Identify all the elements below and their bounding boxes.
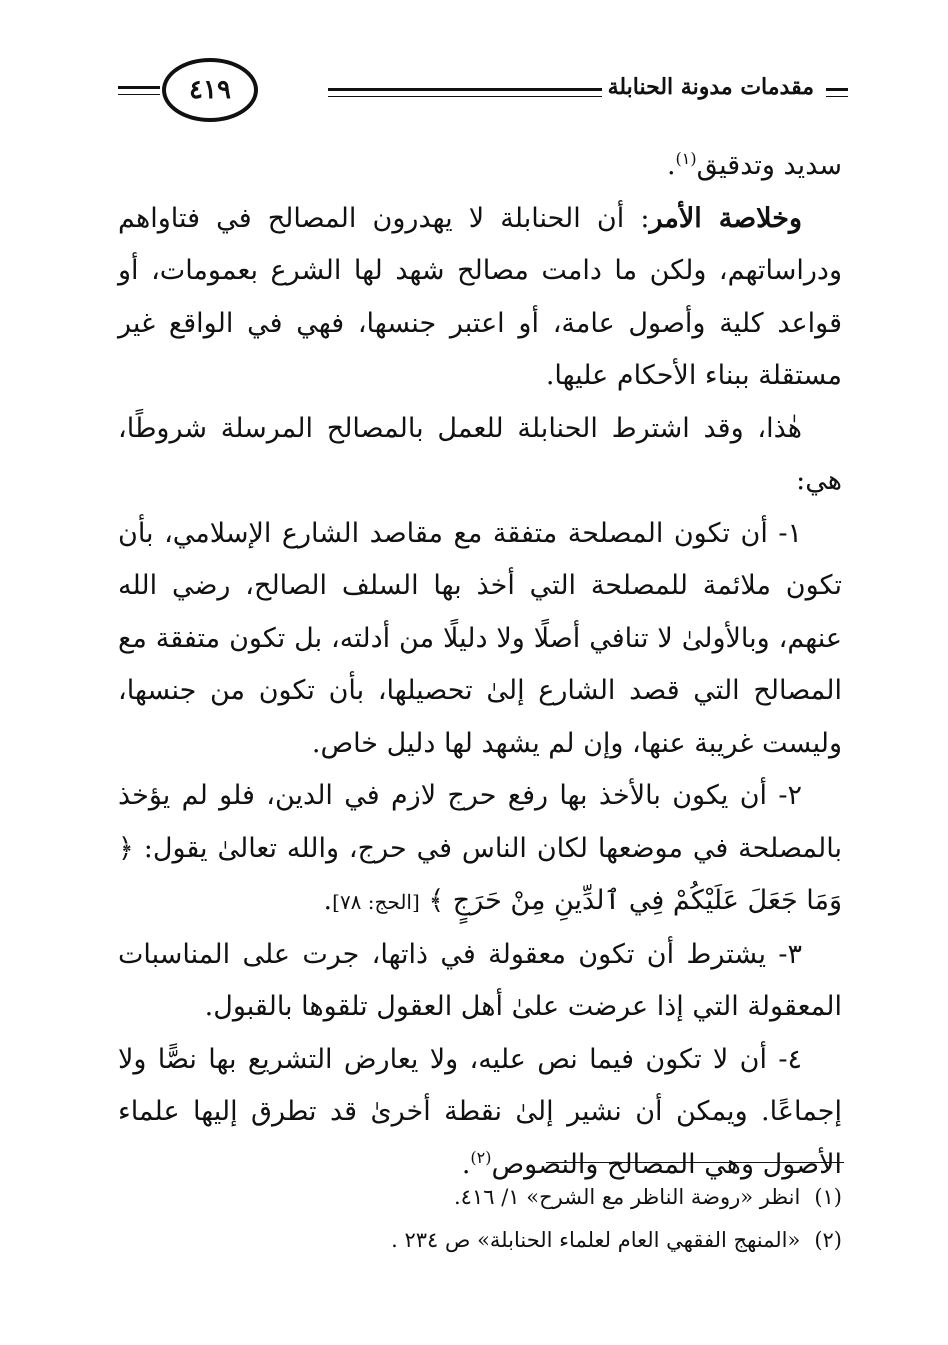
page-number: ٤١٩ [162, 58, 258, 122]
paragraph-1-end: . [666, 150, 676, 181]
footnote-2-text: «المنهج الفقهي العام لعلماء الحنابلة» ص ٢٣٤ . [391, 1228, 801, 1252]
footnote-ref-2: (٢) [470, 1147, 492, 1167]
condition-1: ١- أن تكون المصلحة متفقة مع مقاصد الشارع الإسلامي، بأن تكون ملائمة للمصلحة التي أخذ بها السلف الصالح، رضي الله عنهم، وبالأولىٰ لا تنافي أصلًا ولا دليلًا من أدلته، بل تكون متفقة مع المصالح التي قصد الشارع إلىٰ تحصيلها، بأن تكون من جنسها، وليست غريبة عنها، وإن لم يشهد لها دليل خاص. [118, 517, 842, 759]
footnote-1 [118, 1176, 842, 1219]
paragraph-2-text: : أن الحنابلة لا يهدرون المصالح في فتاواهم ودراساتهم، ولكن ما دامت مصالح شهد لها الشرع بعمومات، أو قواعد كلية وأصول عامة، أو اعتبر جنسها، فهي في الواقع غير مستقلة ببناء الأحكام عليها. [118, 202, 842, 391]
condition-2-text: ٢- أن يكون بالأخذ بها رفع حرج لازم في الدين، فلو لم يؤخذ بالمصلحة في موضعها لكان الناس في حرج، والله تعالىٰ يقول: [118, 780, 842, 864]
body-text [118, 140, 842, 1191]
footnote-separator [546, 1162, 844, 1163]
condition-2-end: . [323, 885, 333, 916]
paragraph-1-text: سديد وتدقيق [696, 150, 842, 181]
condition-4-text: ٤- أن لا تكون فيما نص عليه، ولا يعارض التشريع بها نصًّا ولا إجماعًا. ويمكن أن نشير إلىٰ نقطة أخرىٰ قد تطرق إليها علماء الأصول وهي المصالح والنصوص [118, 1043, 842, 1180]
footnotes [118, 1176, 842, 1262]
condition-3: ٣- يشترط أن تكون معقولة في ذاتها، جرت على المناسبات المعقولة التي إذا عرضت علىٰ أهل العقول تلقوها بالقبول. [118, 938, 842, 1022]
footnote-2 [118, 1219, 842, 1262]
header-rule-right-thin [826, 96, 848, 97]
header-rule-left [118, 86, 160, 89]
condition-2 [118, 770, 842, 929]
condition-4 [118, 1034, 842, 1192]
footnote-1-number: (١) [814, 1185, 842, 1209]
footnote-ref-1: (١) [675, 149, 697, 168]
page-header [118, 58, 848, 128]
summary-heading: وخلاصة الأمر [649, 202, 802, 234]
running-title: مقدمات مدونة الحنابلة [602, 74, 820, 100]
header-rule-left-thin [118, 94, 160, 95]
paragraph-1 [118, 140, 842, 193]
footnote-1-text: انظر «روضة الناظر مع الشرح» ١/ ٤١٦. [453, 1185, 801, 1209]
verse-reference: [الحج: ٧٨] [332, 890, 420, 914]
paragraph-3: هٰذا، وقد اشترط الحنابلة للعمل بالمصالح المرسلة شروطًا، هي: [118, 412, 842, 496]
quran-verse: ﴿ وَمَا جَعَلَ عَلَيْكُمْ فِي ٱلدِّينِ مِنْ حَرَجٍ ﴾ [118, 832, 842, 916]
condition-4-end: . [461, 1148, 471, 1180]
paragraph-2 [118, 193, 842, 403]
header-rule-right [826, 88, 848, 91]
footnote-2-number: (٢) [814, 1228, 842, 1252]
